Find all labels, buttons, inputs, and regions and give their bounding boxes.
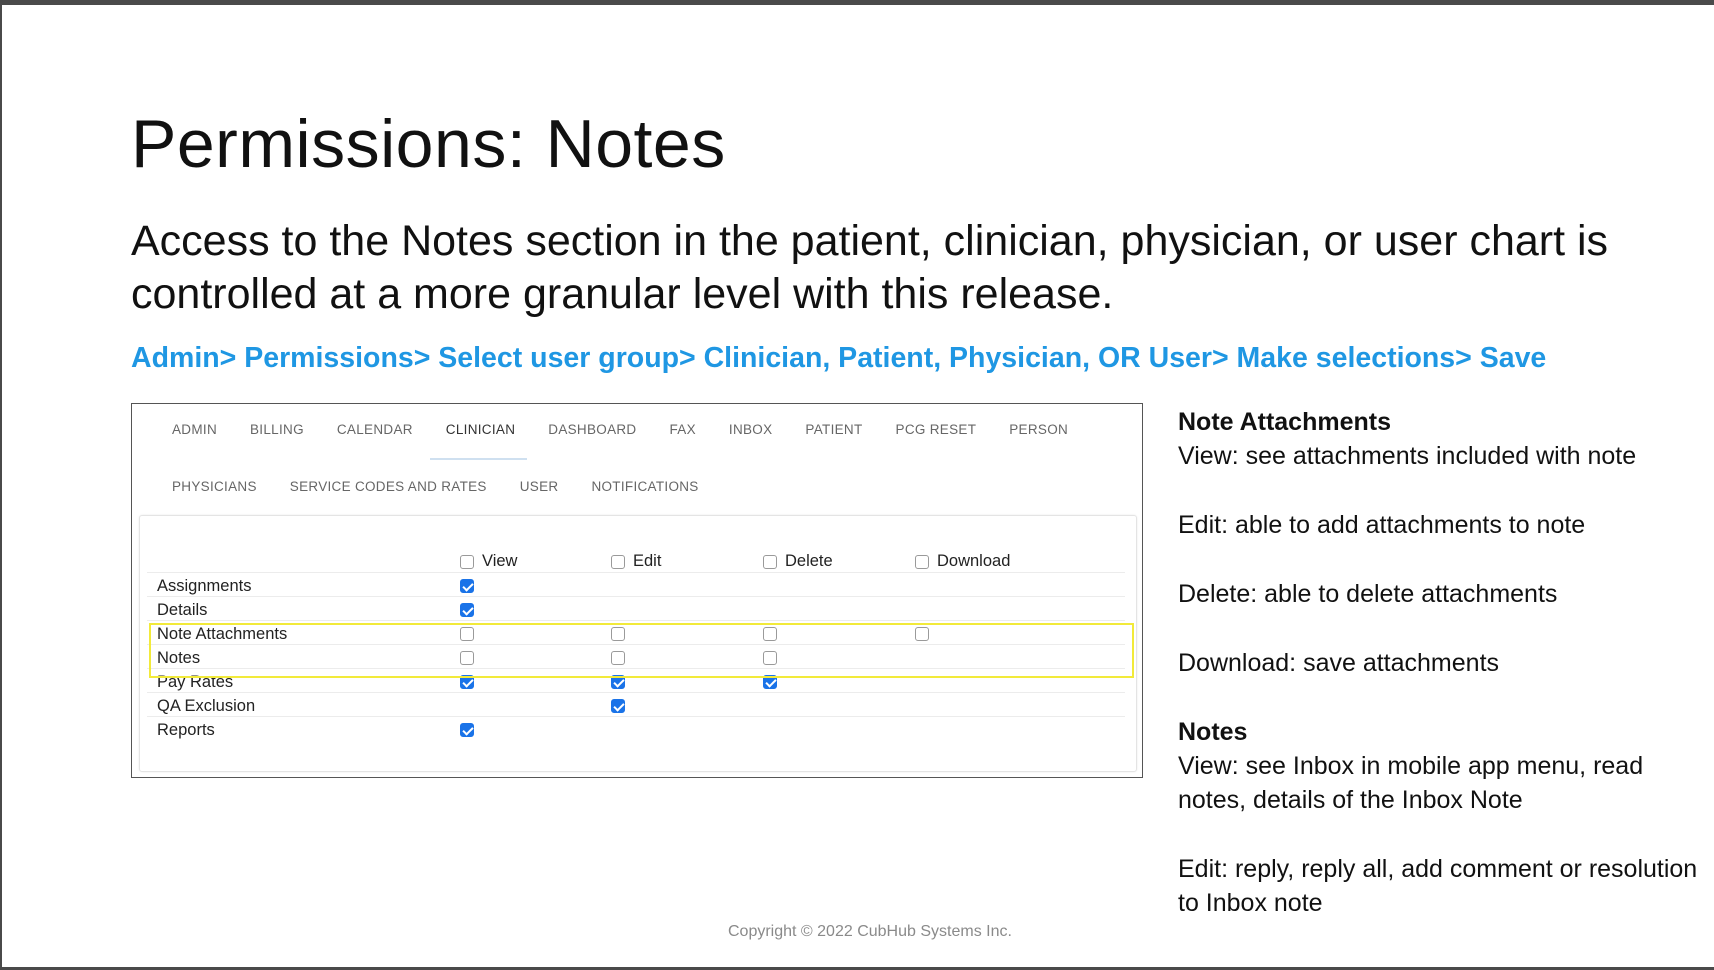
permission-label: Note Attachments	[157, 625, 288, 643]
notes-heading: Notes	[1178, 718, 1248, 746]
tab-patient[interactable]: PATIENT	[805, 422, 863, 437]
slide-title: Permissions: Notes	[131, 106, 726, 182]
permission-label: Details	[157, 601, 208, 619]
column-header-label: Delete	[785, 552, 833, 570]
slide-subtitle: Access to the Notes section in the patient, clinician, physician, or user chart is controlled at a more granular level with this release.	[131, 217, 1609, 318]
tab-notifications[interactable]: NOTIFICATIONS	[591, 479, 699, 494]
note-attachments-delete-text: Delete: able to delete attachments	[1178, 580, 1558, 608]
select-all-edit-checkbox[interactable]	[611, 555, 625, 569]
tab-inbox[interactable]: INBOX	[728, 422, 773, 437]
column-header-label: View	[482, 552, 518, 570]
note-attachments-view-text: View: see attachments included with note	[1178, 442, 1637, 470]
notes-edit-text: Edit: reply, reply all, add comment or resolution to Inbox note	[1178, 855, 1698, 917]
view-checkbox[interactable]	[460, 579, 474, 593]
tab-fax[interactable]: FAX	[669, 422, 696, 437]
column-header-download	[915, 552, 1010, 571]
tab-physicians[interactable]: PHYSICIANS	[172, 479, 257, 494]
select-all-download-checkbox[interactable]	[915, 555, 929, 569]
select-all-view-checkbox[interactable]	[460, 555, 474, 569]
column-header-label: Edit	[633, 552, 662, 570]
select-all-delete-checkbox[interactable]	[763, 555, 777, 569]
column-header-edit	[611, 552, 661, 571]
copyright: Copyright © 2022 CubHub Systems Inc.	[728, 923, 1012, 940]
permission-row-assignments	[147, 572, 1125, 598]
permission-row-qa-exclusion	[147, 692, 1125, 718]
tab-bar-row-1	[172, 422, 1101, 437]
highlight-box	[149, 623, 1134, 678]
permission-row-reports	[147, 716, 1125, 742]
tab-billing[interactable]: BILLING	[250, 422, 304, 437]
tab-service-codes-and-rates[interactable]: SERVICE CODES AND RATES	[289, 479, 487, 494]
tab-admin[interactable]: ADMIN	[172, 422, 217, 437]
view-checkbox[interactable]	[460, 723, 474, 737]
note-attachments-edit-text: Edit: able to add attachments to note	[1178, 511, 1586, 539]
permission-label: Pay Rates	[157, 673, 234, 691]
note-attachments-heading: Note Attachments	[1178, 408, 1391, 436]
tab-dashboard[interactable]: DASHBOARD	[548, 422, 637, 437]
permission-label: QA Exclusion	[157, 697, 256, 715]
note-attachments-download-text: Download: save attachments	[1178, 649, 1500, 677]
edit-checkbox[interactable]	[611, 699, 625, 713]
tab-pcg-reset[interactable]: PCG RESET	[895, 422, 977, 437]
view-checkbox[interactable]	[460, 603, 474, 617]
permission-label: Notes	[157, 649, 201, 667]
navigation-path: Admin> Permissions> Select user group> Clinician, Patient, Physician, OR User> Make selections> Save	[131, 342, 1547, 374]
tab-calendar[interactable]: CALENDAR	[336, 422, 413, 437]
permission-label: Reports	[157, 721, 215, 739]
column-header-label: Download	[937, 552, 1011, 570]
active-tab-indicator	[430, 458, 527, 460]
permission-row-details	[147, 596, 1125, 622]
column-header-delete	[763, 552, 833, 571]
slide	[0, 5, 1714, 967]
permissions-explanation	[1178, 405, 1698, 920]
notes-view-text: View: see Inbox in mobile app menu, read notes, details of the Inbox Note	[1178, 752, 1644, 814]
tab-user[interactable]: USER	[519, 479, 559, 494]
permission-label: Assignments	[157, 577, 252, 595]
column-header-view	[460, 552, 517, 571]
permissions-screenshot	[131, 403, 1143, 778]
tab-person[interactable]: PERSON	[1009, 422, 1069, 437]
tab-clinician[interactable]: CLINICIAN	[445, 422, 516, 437]
tab-bar-row-2	[172, 479, 732, 494]
